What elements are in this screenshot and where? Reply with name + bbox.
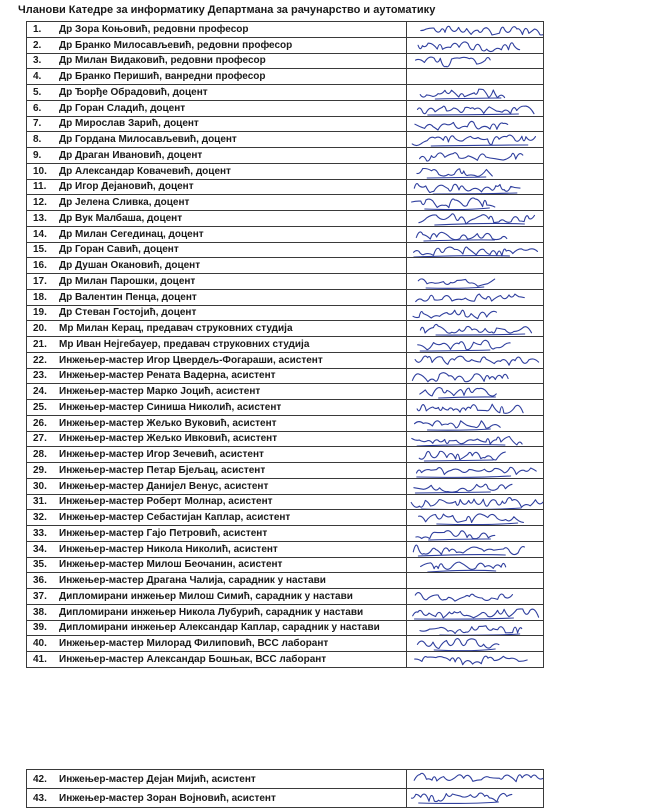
handwritten-signature (407, 447, 544, 463)
member-number: 24. (33, 386, 47, 398)
handwritten-signature (407, 352, 544, 368)
table-row (27, 352, 544, 368)
member-number: 14. (33, 228, 47, 240)
handwritten-signature (407, 494, 544, 510)
member-name: Др Ђорђе Обрадовић, доцент (59, 86, 208, 98)
member-number: 37. (33, 590, 47, 602)
member-cell (27, 789, 407, 808)
signature-cell (407, 132, 544, 148)
table-row (27, 337, 544, 353)
member-cell (27, 337, 407, 353)
member-number: 11. (33, 181, 47, 193)
member-cell (27, 415, 407, 431)
signature-cell (407, 195, 544, 211)
table-row (27, 226, 544, 242)
member-name: Дипломирани инжењер Александар Каплар, сарадник у настави (59, 622, 380, 634)
member-number: 22. (33, 354, 47, 366)
member-name: Др Милан Парошки, доцент (59, 275, 196, 287)
table-row (27, 415, 544, 431)
member-name: Инжењер-мастер Александар Бошњак, ВСС лаборант (59, 653, 327, 665)
signature-cell (407, 557, 544, 573)
member-number: 38. (33, 606, 47, 618)
table-row (27, 116, 544, 132)
member-cell (27, 116, 407, 132)
member-cell (27, 494, 407, 510)
member-number: 43. (33, 792, 47, 804)
handwritten-signature (407, 37, 544, 53)
member-cell (27, 37, 407, 53)
member-cell (27, 258, 407, 274)
handwritten-signature (407, 321, 544, 337)
signature-cell (407, 321, 544, 337)
table-row (27, 510, 544, 526)
member-cell (27, 447, 407, 463)
table-row (27, 148, 544, 164)
table-row (27, 620, 544, 636)
member-number: 21. (33, 338, 47, 350)
member-number: 13. (33, 212, 47, 224)
member-number: 27. (33, 433, 47, 445)
signature-cell (407, 211, 544, 227)
member-cell (27, 589, 407, 605)
member-cell (27, 53, 407, 69)
handwritten-signature (407, 132, 544, 148)
member-name: Др Стеван Гостојић, доцент (59, 307, 197, 319)
members-table-body (27, 22, 544, 668)
member-name: Инжењер-мастер Жељко Вуковић, асистент (59, 417, 277, 429)
member-number: 31. (33, 496, 47, 508)
member-number: 16. (33, 260, 47, 272)
member-cell (27, 541, 407, 557)
member-name: Инжењер-мастер Себастијан Каплар, асистент (59, 512, 291, 524)
additional-members-table (26, 769, 544, 808)
member-name: Др Драган Ивановић, доцент (59, 149, 203, 161)
signature-cell (407, 242, 544, 258)
member-cell (27, 163, 407, 179)
members-table (26, 21, 544, 668)
handwritten-signature (407, 274, 544, 290)
member-cell (27, 69, 407, 85)
signature-cell (407, 770, 544, 789)
member-name: Др Гордана Милосављевић, доцент (59, 134, 237, 146)
table-row (27, 37, 544, 53)
member-name: Инжењер-мастер Милорад Филиповић, ВСС лаборант (59, 638, 329, 650)
signature-cell (407, 289, 544, 305)
member-name: Др Мирослав Зарић, доцент (59, 118, 199, 130)
member-name: Мр Иван Нејгебауер, предавач струковних студија (59, 338, 310, 350)
member-cell (27, 274, 407, 290)
signature-cell (407, 85, 544, 101)
member-name: Др Горан Сладић, доцент (59, 102, 186, 114)
handwritten-signature (407, 652, 544, 668)
member-cell (27, 352, 407, 368)
member-number: 36. (33, 575, 47, 587)
signature-cell (407, 37, 544, 53)
member-cell (27, 431, 407, 447)
member-name: Др Милан Видаковић, редовни професор (59, 55, 266, 67)
member-cell (27, 22, 407, 38)
handwritten-signature (407, 148, 544, 164)
member-name: Др Горан Савић, доцент (59, 244, 179, 256)
member-number: 2. (33, 39, 42, 51)
table-row (27, 132, 544, 148)
member-name: Др Зора Коњовић, редовни професор (59, 23, 249, 35)
member-number: 10. (33, 165, 47, 177)
signature-cell (407, 478, 544, 494)
table-row (27, 557, 544, 573)
member-number: 23. (33, 370, 47, 382)
member-cell (27, 510, 407, 526)
member-name: Инжењер-мастер Роберт Молнар, асистент (59, 496, 273, 508)
handwritten-signature (407, 53, 544, 69)
handwritten-signature (407, 620, 544, 636)
member-number: 7. (33, 118, 42, 130)
member-number: 3. (33, 55, 42, 67)
table-row (27, 541, 544, 557)
member-cell (27, 557, 407, 573)
member-name: Инжењер-мастер Милош Беочанин, асистент (59, 559, 283, 571)
member-cell (27, 211, 407, 227)
signature-cell (407, 274, 544, 290)
table-row (27, 368, 544, 384)
table-row (27, 652, 544, 668)
member-cell (27, 100, 407, 116)
member-cell (27, 604, 407, 620)
signature-cell (407, 494, 544, 510)
handwritten-signature (407, 400, 544, 416)
member-name: Др Јелена Сливка, доцент (59, 197, 190, 209)
table-row (27, 478, 544, 494)
signature-cell (407, 447, 544, 463)
handwritten-signature (407, 526, 544, 542)
member-number: 4. (33, 71, 42, 83)
handwritten-signature (407, 22, 544, 38)
handwritten-signature (407, 636, 544, 652)
member-number: 33. (33, 527, 47, 539)
member-cell (27, 226, 407, 242)
member-number: 26. (33, 417, 47, 429)
signature-cell (407, 510, 544, 526)
member-number: 6. (33, 102, 42, 114)
member-number: 19. (33, 307, 47, 319)
member-cell (27, 573, 407, 589)
member-name: Инжењер-мастер Игор Зечевић, асистент (59, 449, 264, 461)
table-row (27, 69, 544, 85)
member-number: 5. (33, 86, 42, 98)
signature-cell (407, 463, 544, 479)
member-cell (27, 384, 407, 400)
signature-cell (407, 69, 544, 85)
table-row (27, 494, 544, 510)
table-row (27, 431, 544, 447)
member-number: 30. (33, 480, 47, 492)
signature-cell (407, 116, 544, 132)
signature-cell (407, 179, 544, 195)
handwritten-signature (407, 589, 544, 605)
table-row (27, 400, 544, 416)
member-cell (27, 478, 407, 494)
handwritten-signature (407, 211, 544, 227)
handwritten-signature (407, 116, 544, 132)
handwritten-signature (407, 478, 544, 494)
member-cell (27, 636, 407, 652)
table-row (27, 573, 544, 589)
handwritten-signature (407, 226, 544, 242)
member-number: 35. (33, 559, 47, 571)
member-name: Инжењер-мастер Гајо Петровић, асистент (59, 527, 268, 539)
table-row (27, 447, 544, 463)
signature-cell (407, 337, 544, 353)
signature-cell (407, 789, 544, 808)
member-name: Др Бранко Милосављевић, редовни професор (59, 39, 293, 51)
signature-cell (407, 620, 544, 636)
table-row (27, 85, 544, 101)
handwritten-signature (407, 100, 544, 116)
member-number: 8. (33, 134, 42, 146)
table-row (27, 211, 544, 227)
member-number: 1. (33, 23, 42, 35)
member-number: 15. (33, 244, 47, 256)
signature-cell (407, 22, 544, 38)
handwritten-signature (407, 770, 544, 788)
member-name: Инжењер-мастер Никола Николић, асистент (59, 543, 278, 555)
table-row (27, 100, 544, 116)
handwritten-signature (407, 604, 544, 620)
member-name: Др Бранко Перишић, ванредни професор (59, 71, 266, 83)
signature-cell (407, 384, 544, 400)
signature-cell (407, 305, 544, 321)
table-row (27, 636, 544, 652)
member-number: 20. (33, 323, 47, 335)
member-cell (27, 620, 407, 636)
member-name: Др Валентин Пенца, доцент (59, 291, 197, 303)
member-number: 32. (33, 512, 47, 524)
member-cell (27, 132, 407, 148)
handwritten-signature (407, 415, 544, 431)
table-row (27, 53, 544, 69)
handwritten-signature (407, 368, 544, 384)
member-number: 9. (33, 149, 42, 161)
member-name: Инжењер-мастер Драгана Чалија, сарадник у настави (59, 575, 326, 587)
member-cell (27, 242, 407, 258)
member-number: 39. (33, 622, 47, 634)
member-name: Мр Милан Керац, предавач струковних студија (59, 323, 293, 335)
handwritten-signature (407, 179, 544, 195)
signature-cell (407, 415, 544, 431)
signature-cell (407, 636, 544, 652)
signature-cell (407, 573, 544, 589)
table-row (27, 384, 544, 400)
member-name: Инжењер-мастер Петар Бјељац, асистент (59, 464, 266, 476)
member-name: Др Милан Сегединац, доцент (59, 228, 204, 240)
member-name: Инжењер-мастер Жељко Ивковић, асистент (59, 433, 278, 445)
member-name: Дипломирани инжењер Никола Лубурић, сарадник у настави (59, 606, 364, 618)
signature-cell (407, 258, 544, 274)
member-name: Инжењер-мастер Дејан Мијић, асистент (59, 773, 256, 785)
table-row (27, 258, 544, 274)
member-cell (27, 321, 407, 337)
member-name: Др Душан Окановић, доцент (59, 260, 201, 272)
table-row (27, 242, 544, 258)
handwritten-signature (407, 431, 544, 447)
member-cell (27, 179, 407, 195)
member-cell (27, 85, 407, 101)
handwritten-signature (407, 510, 544, 526)
member-number: 12. (33, 197, 47, 209)
signature-cell (407, 352, 544, 368)
member-cell (27, 770, 407, 789)
table-row (27, 463, 544, 479)
member-number: 25. (33, 401, 47, 413)
member-number: 42. (33, 773, 47, 785)
table-row (27, 321, 544, 337)
member-name: Др Игор Дејановић, доцент (59, 181, 194, 193)
signature-cell (407, 148, 544, 164)
handwritten-signature (407, 541, 544, 557)
member-number: 29. (33, 464, 47, 476)
table-row (27, 526, 544, 542)
handwritten-signature (407, 463, 544, 479)
table-row (27, 274, 544, 290)
member-number: 41. (33, 653, 47, 665)
member-number: 40. (33, 638, 47, 650)
handwritten-signature (407, 384, 544, 400)
member-cell (27, 400, 407, 416)
member-number: 34. (33, 543, 47, 555)
handwritten-signature (407, 305, 544, 321)
member-number: 17. (33, 275, 47, 287)
member-name: Др Вук Малбаша, доцент (59, 212, 183, 224)
member-cell (27, 195, 407, 211)
member-cell (27, 289, 407, 305)
member-cell (27, 652, 407, 668)
member-name: Инжењер-мастер Синиша Николић, асистент (59, 401, 282, 413)
table-row (27, 589, 544, 605)
signature-cell (407, 526, 544, 542)
signature-cell (407, 589, 544, 605)
document-title: Чланови Катедре за информатику Департмана за рачунарство и аутоматику (18, 4, 436, 16)
signature-cell (407, 400, 544, 416)
signature-cell (407, 226, 544, 242)
signature-cell (407, 100, 544, 116)
additional-members-table-body (27, 770, 544, 808)
member-name: Др Александар Ковачевић, доцент (59, 165, 231, 177)
table-row (27, 289, 544, 305)
handwritten-signature (407, 85, 544, 101)
signature-cell (407, 431, 544, 447)
handwritten-signature (407, 289, 544, 305)
table-row (27, 305, 544, 321)
member-name: Инжењер-мастер Зоран Војновић, асистент (59, 792, 276, 804)
member-cell (27, 368, 407, 384)
table-row (27, 770, 544, 789)
signature-cell (407, 163, 544, 179)
handwritten-signature (407, 557, 544, 573)
member-number: 18. (33, 291, 47, 303)
table-row (27, 789, 544, 808)
member-name: Инжењер-мастер Игор Цвердељ-Фогараши, асистент (59, 354, 323, 366)
member-cell (27, 305, 407, 321)
signature-cell (407, 53, 544, 69)
handwritten-signature (407, 163, 544, 179)
member-name: Дипломирани инжењер Милош Симић, сарадник у настави (59, 590, 353, 602)
member-name: Инжењер-мастер Марко Јоцић, асистент (59, 386, 261, 398)
member-cell (27, 463, 407, 479)
signature-cell (407, 368, 544, 384)
member-cell (27, 148, 407, 164)
member-name: Инжењер-мастер Данијел Венус, асистент (59, 480, 269, 492)
handwritten-signature (407, 195, 544, 211)
table-row (27, 163, 544, 179)
handwritten-signature (407, 242, 544, 258)
member-cell (27, 526, 407, 542)
handwritten-signature (407, 337, 544, 353)
handwritten-signature (407, 789, 544, 807)
table-row (27, 604, 544, 620)
signature-cell (407, 541, 544, 557)
member-name: Инжењер-мастер Рената Вадерна, асистент (59, 370, 276, 382)
table-row (27, 195, 544, 211)
table-row (27, 22, 544, 38)
signature-cell (407, 604, 544, 620)
signature-cell (407, 652, 544, 668)
member-number: 28. (33, 449, 47, 461)
table-row (27, 179, 544, 195)
